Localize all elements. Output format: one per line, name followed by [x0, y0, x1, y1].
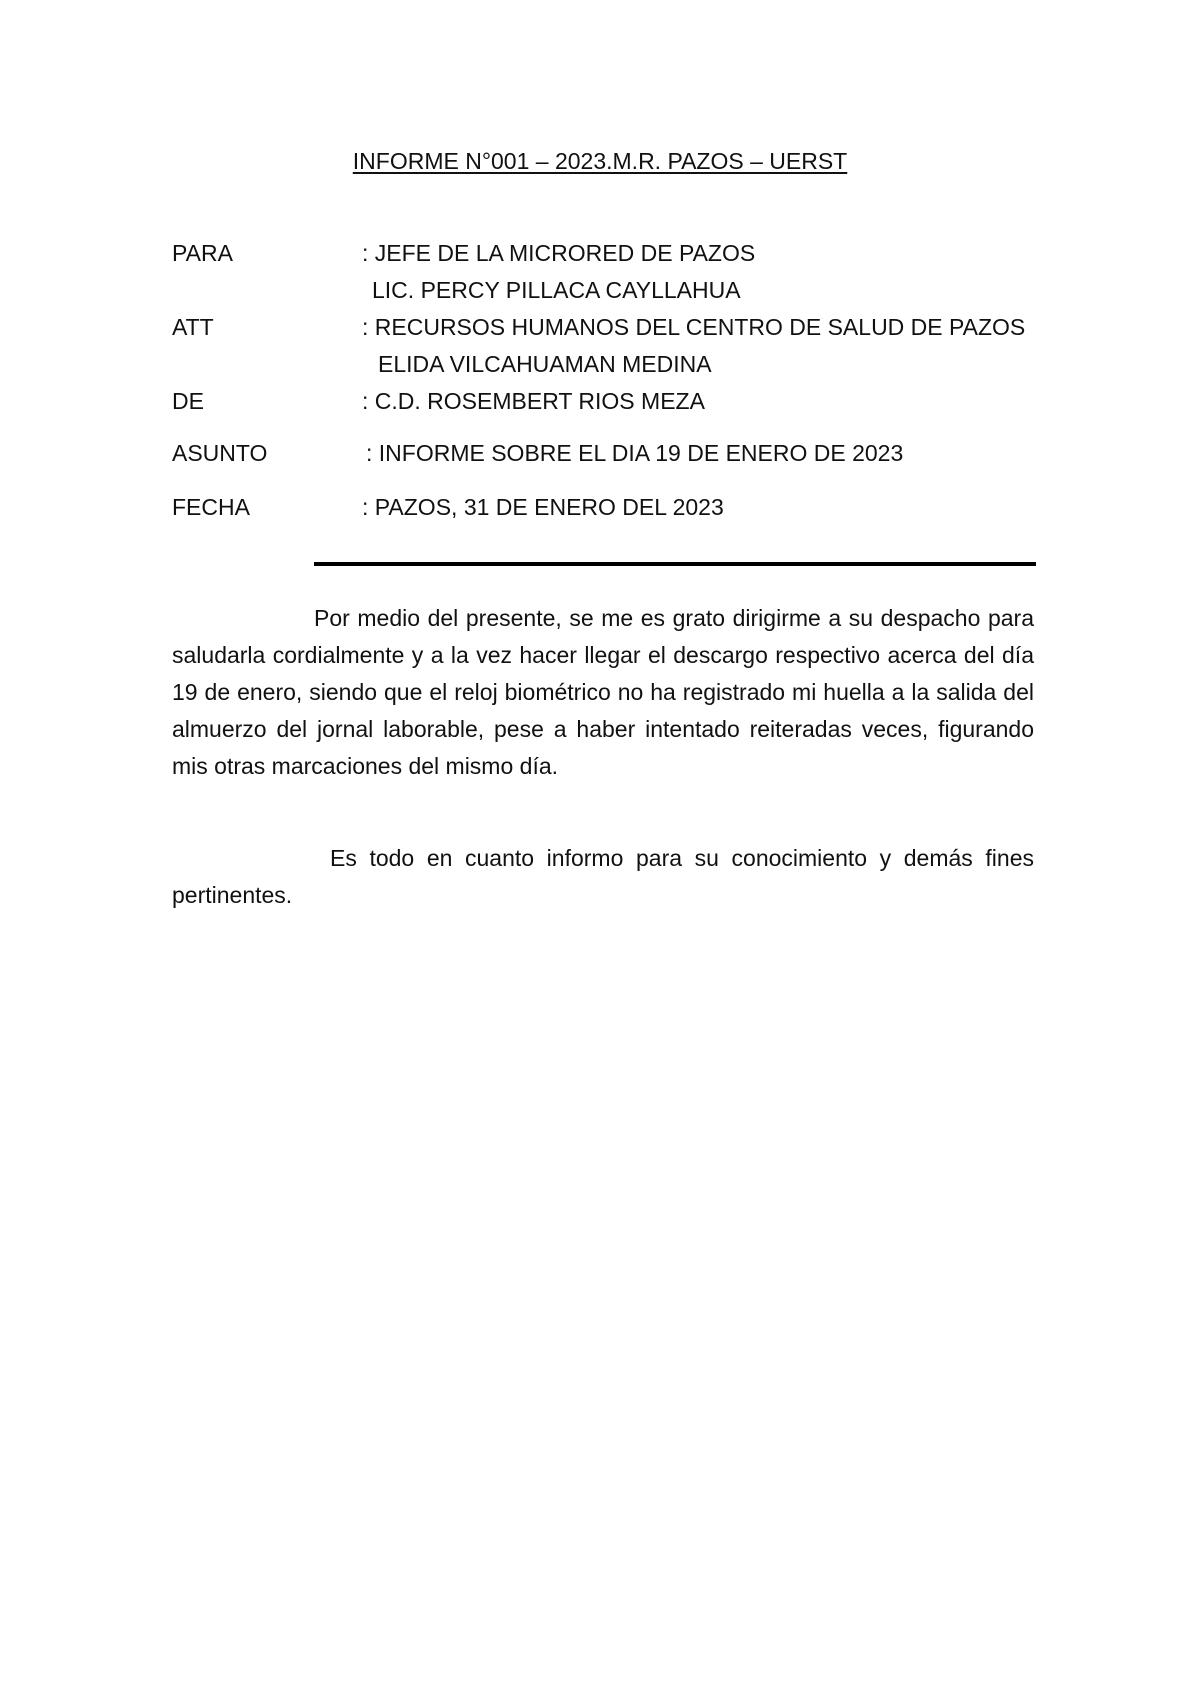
- att-value: : RECURSOS HUMANOS DEL CENTRO DE SALUD DE PAZOS: [362, 314, 1026, 340]
- fecha-value: : PAZOS, 31 DE ENERO DEL 2023: [362, 494, 724, 520]
- de-value: : C.D. ROSEMBERT RIOS MEZA: [362, 388, 705, 414]
- asunto-label: ASUNTO: [172, 440, 268, 466]
- att-value-line-2: ELIDA VILCAHUAMAN MEDINA: [378, 351, 712, 377]
- de-label: DE: [172, 388, 204, 414]
- body-paragraph-1: Por medio del presente, se me es grato dirigirme a su despacho para saludarla cordialmente y a la vez hacer llegar el descargo respectivo acerca del día 19 de enero, siendo que el reloj biométrico no ha registrado mi huella a la salida del almuerzo del jornal laborable, pese a haber intentado reiteradas veces, figurando mis otras marcaciones del mismo día.: [172, 605, 1034, 779]
- asunto-value: : INFORME SOBRE EL DIA 19 DE ENERO DE 2023: [366, 440, 904, 466]
- fecha-label: FECHA: [172, 494, 250, 520]
- body-paragraph-2: Es todo en cuanto informo para su conocimiento y demás fines pertinentes.: [172, 845, 1034, 908]
- header-divider: [314, 562, 1036, 566]
- para-value-line-2: LIC. PERCY PILLACA CAYLLAHUA: [372, 277, 741, 303]
- att-label: ATT: [172, 314, 214, 340]
- document-title: INFORME N°001 – 2023.M.R. PAZOS – UERST: [352, 148, 848, 174]
- para-value: : JEFE DE LA MICRORED DE PAZOS: [362, 240, 756, 266]
- para-label: PARA: [172, 240, 233, 266]
